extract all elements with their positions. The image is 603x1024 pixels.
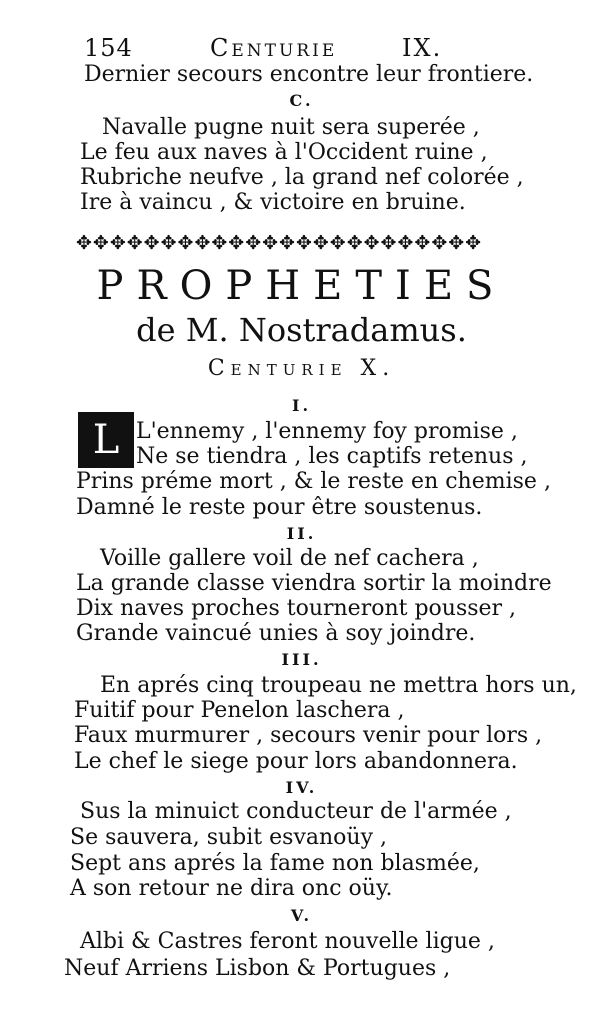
- quatrain-3-line-4: Le chef le siege pour lors abandonnera.: [74, 749, 518, 774]
- quatrain-5-line-1: Albi & Castres feront nouvelle ligue ,: [80, 929, 495, 954]
- quatrain-4-line-3: Sept ans aprés la fame non blasmée,: [70, 851, 480, 876]
- quatrain-2-line-3: Dix naves proches tourneront pousser ,: [76, 596, 517, 621]
- quatrain-3-line-3: Faux murmurer , secours venir pour lors ,: [74, 723, 543, 748]
- quatrain-5-line-2: Neuf Arriens Lisbon & Portugues ,: [64, 956, 451, 981]
- quatrain-1-line-3: Prins préme mort , & le reste en chemise ,: [76, 469, 551, 494]
- quatrain-number-1: I.: [291, 396, 312, 415]
- quatrain-2-line-2: La grande classe viendra sortir la moindre: [76, 571, 552, 596]
- quatrain-c-line-2: Le feu aux naves à l'Occident ruine ,: [80, 140, 488, 165]
- quatrain-number-3: III.: [281, 650, 322, 669]
- quatrain-c-line-1: Navalle pugne nuit sera superée ,: [102, 115, 480, 140]
- quatrain-4-line-4: A son retour ne dira onc oüy.: [70, 876, 393, 901]
- running-title: Centurie: [210, 34, 338, 62]
- quatrain-3-line-1: En aprés cinq troupeau ne mettra hors un,: [100, 673, 577, 698]
- quatrain-c-line-4: Ire à vaincu , & victoire en bruine.: [80, 190, 466, 215]
- quatrain-2-line-4: Grande vaincué unies à soy joindre.: [76, 621, 476, 646]
- quatrain-number-2: II.: [286, 524, 317, 543]
- page-number: 154: [84, 34, 133, 62]
- quatrain-4-line-2: Se sauvera, subit esvanoüy ,: [70, 825, 387, 850]
- quatrain-c-line-3: Rubriche neufve , la grand nef colorée ,: [80, 165, 524, 190]
- prev-quatrain-last-line: Dernier secours encontre leur frontiere.: [84, 62, 534, 87]
- running-header: [84, 34, 554, 64]
- quatrain-4-line-1: Sus la minuict conducteur de l'armée ,: [80, 799, 512, 824]
- quatrain-1-line-4: Damné le reste pour être soustenus.: [76, 495, 483, 520]
- main-title-author: de M. Nostradamus.: [136, 311, 467, 349]
- quatrain-number-5: V.: [290, 906, 313, 925]
- ornament-border: ✥✥✥✥✥✥✥✥✥✥✥✥✥✥✥✥✥✥✥✥✥✥✥✥: [76, 232, 483, 254]
- quatrain-2-line-1: Voille gallere voil de nef cachera ,: [100, 546, 479, 571]
- century-number: IX.: [402, 34, 443, 62]
- main-title: PROPHETIES: [96, 263, 507, 309]
- century-heading: Centurie X.: [207, 356, 396, 381]
- quatrain-1-line-2: Ne se tiendra , les captifs retenus ,: [136, 444, 528, 469]
- quatrain-1-line-1: L'ennemy , l'ennemy foy promise ,: [136, 419, 518, 444]
- quatrain-3-line-2: Fuitif pour Penelon laschera ,: [74, 698, 405, 723]
- quatrain-number-4: IV.: [285, 778, 318, 797]
- drop-cap: L: [78, 412, 134, 468]
- quatrain-number-c: C.: [289, 91, 314, 110]
